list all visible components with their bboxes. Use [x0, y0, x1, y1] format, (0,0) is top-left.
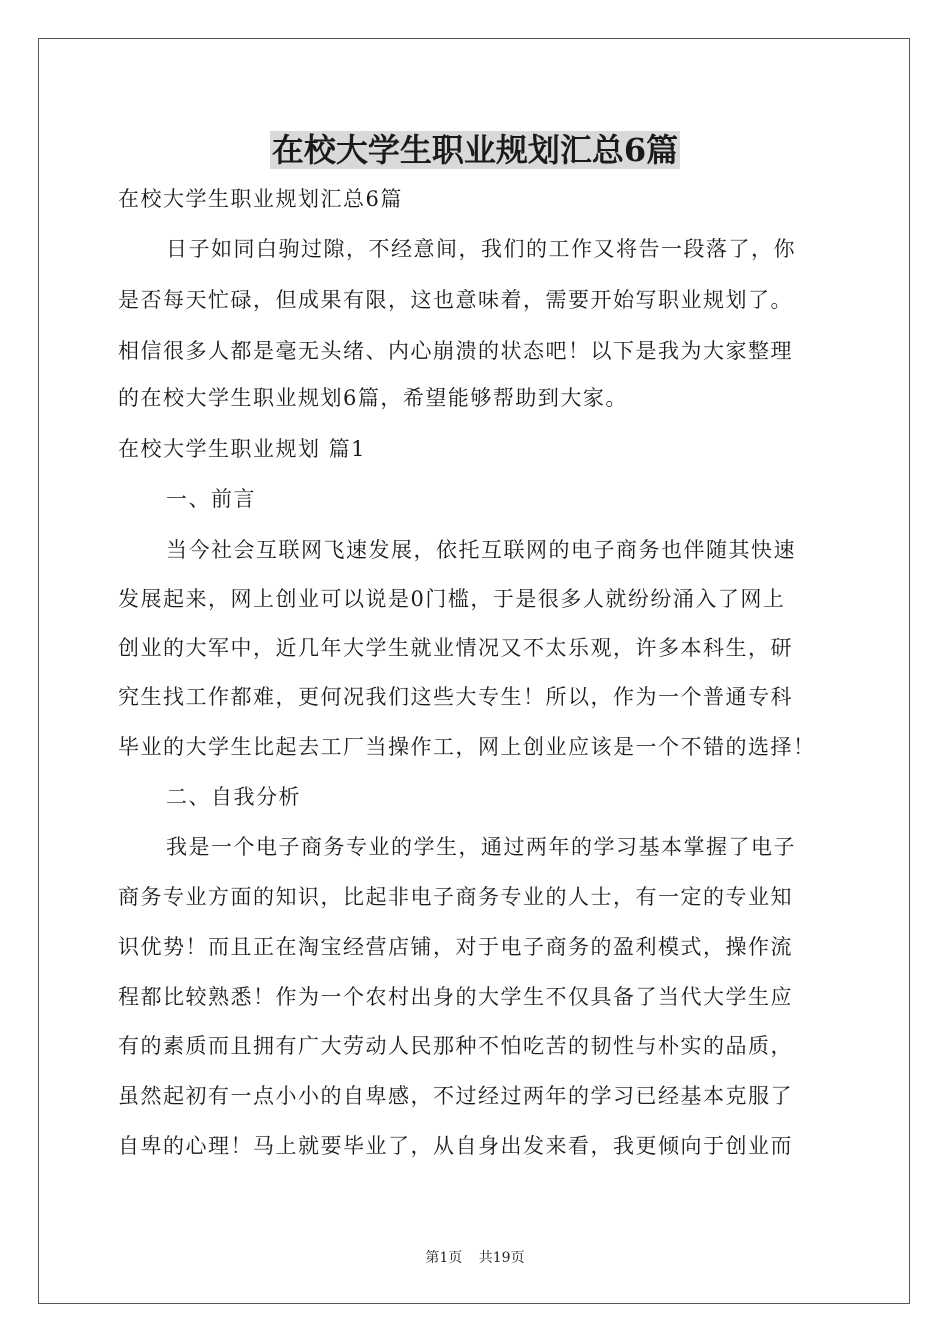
page-footer: [0, 1248, 950, 1268]
paragraph-line: 虽然起初有一点小小的自卑感，不过经过两年的学习已经基本克服了: [118, 1084, 793, 1108]
paragraph-line: 的在校大学生职业规划6篇，希望能够帮助到大家。: [118, 386, 628, 410]
paragraph-line: 究生找工作都难，更何况我们这些大专生！所以，作为一个普通专科: [118, 685, 793, 709]
paragraph-line: 当今社会互联网飞速发展，依托互联网的电子商务也伴随其快速: [166, 538, 796, 562]
paragraph-line: 商务专业方面的知识，比起非电子商务专业的人士，有一定的专业知: [118, 885, 793, 909]
page-border: [38, 38, 910, 1304]
paragraph-line: 有的素质而且拥有广大劳动人民那种不怕吃苦的韧性与朴实的品质，: [118, 1034, 793, 1058]
paragraph-line: 毕业的大学生比起去工厂当操作工，网上创业应该是一个不错的选择！: [118, 735, 816, 759]
paragraph-line: 创业的大军中，近几年大学生就业情况又不太乐观，许多本科生，研: [118, 636, 793, 660]
document-title: [0, 128, 950, 172]
document-title-text: 在校大学生职业规划汇总6篇: [271, 131, 679, 169]
subsection-heading: 二、自我分析: [166, 785, 301, 809]
page-total: 共19页: [478, 1250, 525, 1266]
paragraph-line: 我是一个电子商务专业的学生，通过两年的学习基本掌握了电子: [166, 835, 796, 859]
paragraph-line: 发展起来，网上创业可以说是0门槛，于是很多人就纷纷涌入了网上: [118, 587, 786, 611]
page-number: 第1页: [425, 1250, 463, 1266]
paragraph-line: 程都比较熟悉！作为一个农村出身的大学生不仅具备了当代大学生应: [118, 985, 793, 1009]
subtitle-line: 在校大学生职业规划汇总6篇: [118, 187, 403, 211]
paragraph-line: 识优势！而且正在淘宝经营店铺，对于电子商务的盈利模式，操作流: [118, 935, 793, 959]
subsection-heading: 一、前言: [166, 487, 256, 511]
paragraph-line: 日子如同白驹过隙，不经意间，我们的工作又将告一段落了，你: [166, 237, 796, 261]
paragraph-line: 自卑的心理！马上就要毕业了，从自身出发来看，我更倾向于创业而: [118, 1134, 793, 1158]
paragraph-line: 相信很多人都是毫无头绪、内心崩溃的状态吧！以下是我为大家整理: [118, 339, 793, 363]
section-heading: 在校大学生职业规划 篇1: [118, 437, 367, 461]
paragraph-line: 是否每天忙碌，但成果有限，这也意味着，需要开始写职业规划了。: [118, 288, 793, 312]
